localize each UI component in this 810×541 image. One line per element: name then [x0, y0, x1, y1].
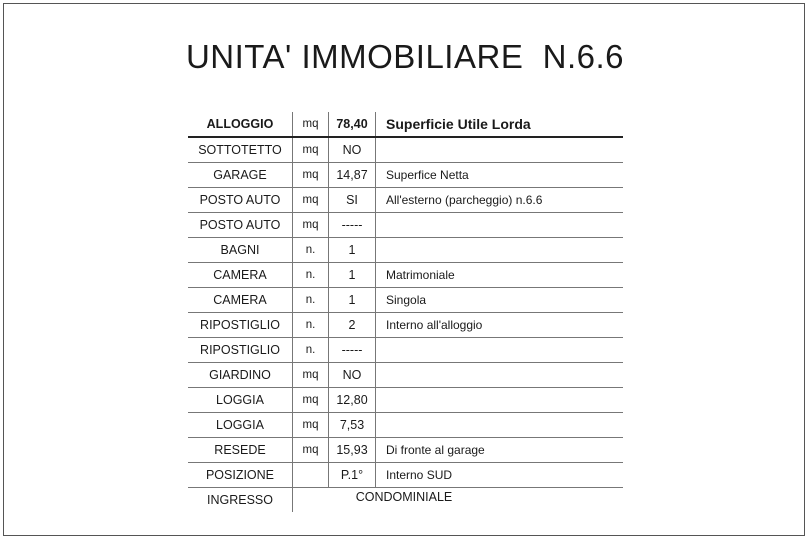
row-note [386, 138, 623, 162]
row-label: RESEDE [214, 443, 266, 457]
property-table [188, 112, 623, 512]
table-row [188, 363, 623, 388]
row-value: 7,53 [339, 418, 365, 432]
row-note: Superficie Utile Lorda [386, 116, 531, 132]
row-label: POSTO AUTO [199, 193, 281, 207]
row-label: LOGGIA [216, 393, 264, 407]
row-unit: mq [302, 144, 319, 156]
row-value: 78,40 [336, 117, 368, 131]
table-row [188, 263, 623, 288]
row-unit: mq [302, 194, 319, 206]
row-label: INGRESSO [207, 493, 273, 507]
table-row [188, 188, 623, 213]
row-note [386, 238, 623, 262]
row-note: Interno all'alloggio [386, 318, 483, 332]
row-value: 2 [348, 318, 356, 332]
table-row [188, 112, 623, 138]
row-note [386, 363, 623, 387]
row-label: ALLOGGIO [206, 117, 274, 131]
table-row [188, 163, 623, 188]
row-unit: n. [305, 319, 316, 331]
table-row-ingresso [188, 488, 623, 512]
row-unit: mq [302, 169, 319, 181]
row-note [386, 388, 623, 412]
row-value: ----- [341, 218, 363, 232]
row-label: CAMERA [213, 268, 267, 282]
table-row [188, 288, 623, 313]
row-unit: mq [302, 118, 319, 130]
row-value: P.1° [340, 468, 364, 482]
row-unit [293, 463, 328, 487]
row-label: SOTTOTETTO [198, 143, 282, 157]
row-value: 1 [348, 243, 356, 257]
row-value: 1 [348, 268, 356, 282]
row-unit: mq [302, 419, 319, 431]
row-unit: n. [305, 294, 316, 306]
table-row [188, 313, 623, 338]
table-row [188, 413, 623, 438]
table-row [188, 463, 623, 488]
document-title: UNITA' IMMOBILIARE N.6.6 [185, 38, 625, 75]
row-label: CAMERA [213, 293, 267, 307]
row-value: 1 [348, 293, 356, 307]
row-value: NO [342, 368, 362, 382]
row-note [386, 338, 623, 362]
row-value: SI [346, 193, 358, 207]
table-row [188, 338, 623, 363]
row-label: GARAGE [213, 168, 267, 182]
row-label: BAGNI [220, 243, 260, 257]
row-note: All'esterno (parcheggio) n.6.6 [386, 193, 543, 207]
table-row [188, 138, 623, 163]
row-unit: n. [305, 269, 316, 281]
row-unit: n. [305, 244, 316, 256]
row-unit: mq [302, 219, 319, 231]
table-row [188, 213, 623, 238]
row-unit: mq [302, 394, 319, 406]
row-note: Singola [386, 293, 427, 307]
row-value: 15,93 [336, 443, 368, 457]
row-label: POSTO AUTO [199, 218, 281, 232]
row-note: Di fronte al garage [386, 443, 485, 457]
row-note: Superfice Netta [386, 168, 469, 182]
row-label: RIPOSTIGLIO [200, 343, 280, 357]
row-label: RIPOSTIGLIO [200, 318, 280, 332]
row-value: CONDOMINIALE [355, 490, 453, 504]
row-note: Matrimoniale [386, 268, 455, 282]
row-value: 12,80 [336, 393, 368, 407]
table-row [188, 238, 623, 263]
row-value: NO [342, 143, 362, 157]
row-note: Interno SUD [386, 468, 453, 482]
row-value: ----- [341, 343, 363, 357]
row-unit: mq [302, 369, 319, 381]
row-unit: n. [305, 344, 316, 356]
row-label: POSIZIONE [205, 468, 275, 482]
row-note [386, 413, 623, 437]
row-label: GIARDINO [209, 368, 271, 382]
row-value: 14,87 [336, 168, 368, 182]
table-row [188, 438, 623, 463]
row-unit: mq [302, 444, 319, 456]
row-note [386, 213, 623, 237]
row-label: LOGGIA [216, 418, 264, 432]
table-row [188, 388, 623, 413]
